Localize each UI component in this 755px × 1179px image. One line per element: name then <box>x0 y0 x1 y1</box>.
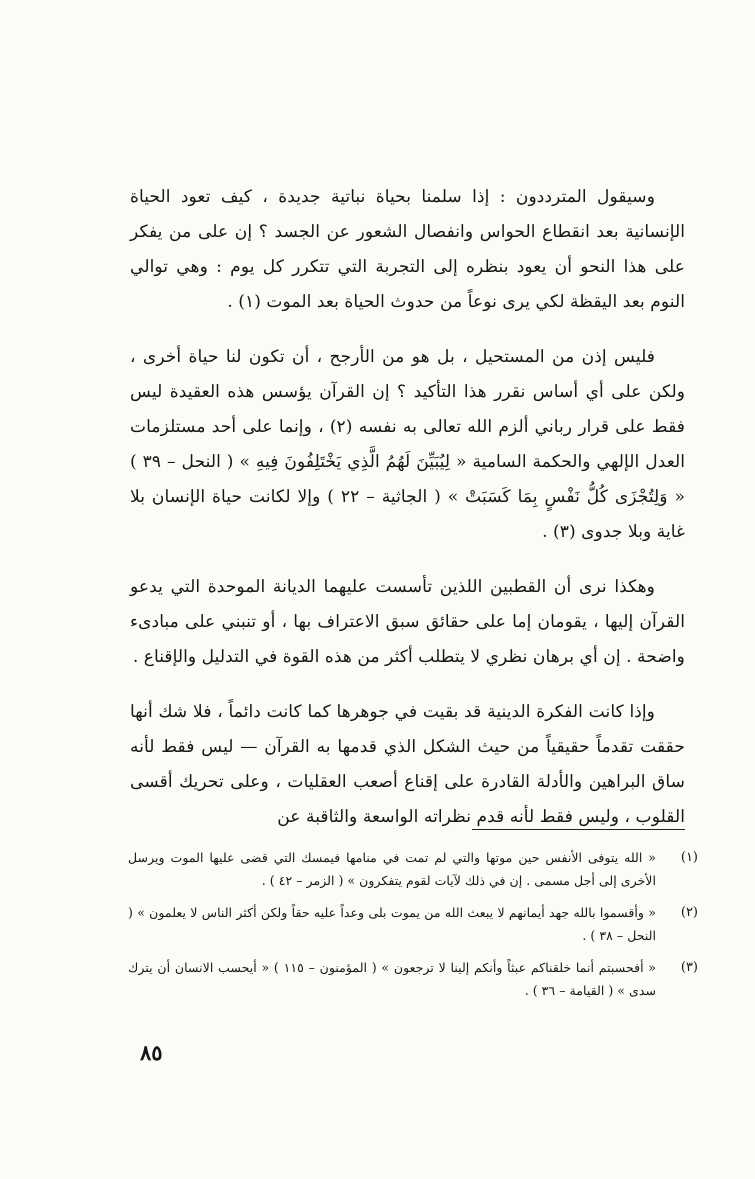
paragraph-2: فليس إذن من المستحيل ، بل هو من الأرجح ، أن تكون لنا حياة أخرى ، ولكن على أي أساس نقرر هذا التأكيد ؟ إن القرآن يؤسس هذه العقيدة ليس فقط على قرار رباني ألزم الله تعالى به نفسه (٢) ، وإنما على أحد مستلزمات العدل الإلهي والحكمة السامية « لِيُبَيِّنَ لَهُمُ الَّذِي يَخْتَلِفُونَ فِيهِ » ( النحل – ٣٩ ) « وَلِتُجْزَى كُلُّ نَفْسٍ بِمَا كَسَبَتْ » ( الجاثية – ٢٢ ) وإلا لكانت حياة الإنسان بلا غاية وبلا جدوى (٣) . <box>130 347 686 542</box>
footnote-text: « أفحسبتم أنما خلقناكم عبثاً وأنكم إلينا لا ترجعون » ( المؤمنون – ١١٥ ) « أيحسب الانسان أن يترك سدى » ( القيامة – ٣٦ ) . <box>128 960 657 998</box>
footnote-divider <box>472 829 685 830</box>
footnote-2 <box>128 901 698 947</box>
paragraph-3: وهكذا نرى أن القطبين اللذين تأسست عليهما الديانة الموحدة التي يدعو القرآن إليها ، يقومان إما على حقائق سبق الاعتراف بها ، أو تنبني على مبادىء واضحة . إن أي برهان نظري لا يتطلب أكثر من هذه القوة في التدليل والإقناع . <box>130 577 685 667</box>
page-number: ٨٥ <box>140 1040 163 1065</box>
footnote-number: (٢) <box>680 905 698 920</box>
main-text <box>130 180 685 855</box>
footnote-number: (٣) <box>680 960 698 975</box>
footnote-text: « الله يتوفى الأنفس حين موتها والتي لم تمت في منامها فيمسك التي قضى عليها الموت ويرسل الأخرى إلى أجل مسمى . إن في ذلك لآيات لقوم يتفكرون » ( الزمر – ٤٢ ) . <box>128 850 656 888</box>
footnote-1 <box>128 846 698 892</box>
paragraph-1: وسيقول المترددون : إذا سلمنا بحياة نباتية جديدة ، كيف تعود الحياة الإنسانية بعد انقطاع الحواس وانفصال الشعور عن الجسد ؟ إن على من يفكر على هذا النحو أن يعود بنظره إلى التجربة التي تتكرر كل يوم : وهي توالي النوم بعد اليقظة لكي يرى نوعاً من حدوث الحياة بعد الموت (١) . <box>130 187 685 312</box>
footnote-text: « وأقسموا بالله جهد أيمانهم لا يبعث الله من يموت بلى وعداً عليه حقاً ولكن أكثر الناس لا يعلمون » ( النحل – ٣٨ ) . <box>128 905 656 943</box>
footnote-number: (١) <box>680 850 698 865</box>
paragraph-4: وإذا كانت الفكرة الدينية قد بقيت في جوهرها كما كانت دائماً ، فلا شك أنها حققت تقدماً حقيقياً من حيث الشكل الذي قدمها به القرآن — ليس فقط لأنه ساق البراهين والأدلة القادرة على إقناع أصعب العقليات ، وعلى تحريك أقسى القلوب ، وليس فقط لأنه قدم نظراته الواسعة والثاقبة عن <box>130 702 685 827</box>
footnote-3 <box>128 956 698 1002</box>
footnotes <box>128 846 698 1011</box>
